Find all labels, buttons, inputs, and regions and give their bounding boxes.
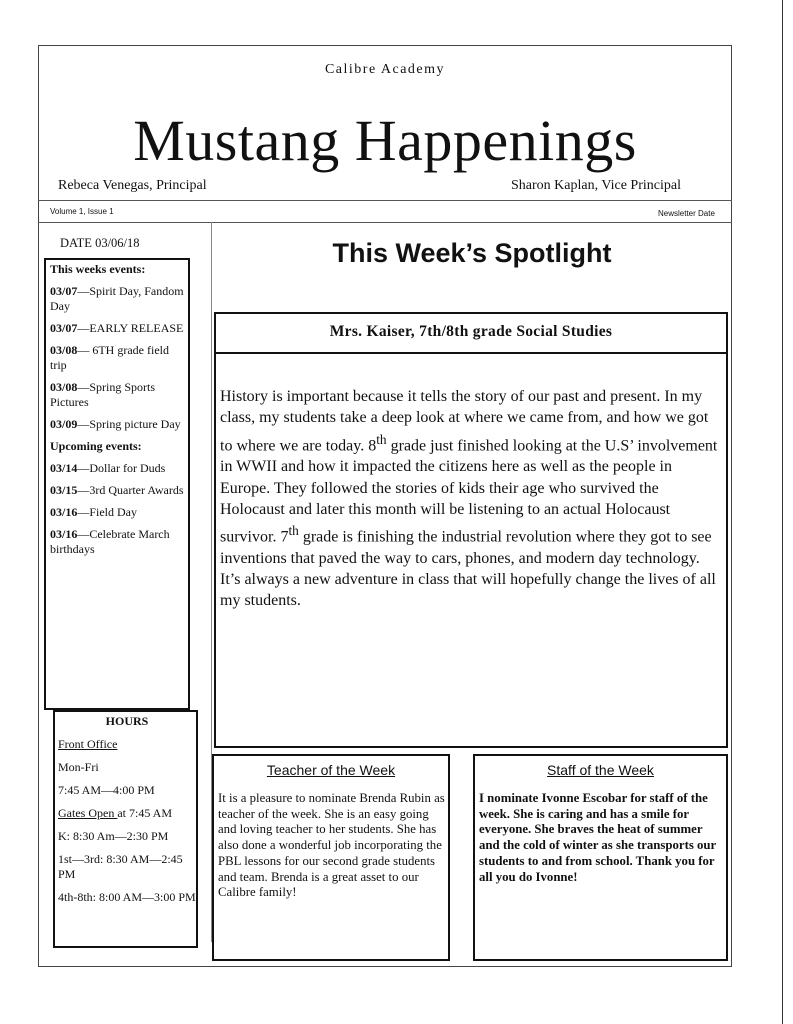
upcoming-item [50,505,188,520]
upcoming-item [50,483,188,498]
event-text: —Spirit Day, Fandom Day [50,284,184,313]
gates-open-label: Gates Open [58,806,118,820]
upcoming-text: —Celebrate March birthdays [50,527,170,556]
volume-issue: Volume 1, Issue 1 [50,207,114,216]
superscript-th: th [288,523,299,539]
newsletter-date: Newsletter Date [658,209,715,218]
spotlight-body [220,386,720,612]
spotlight-heading-rule [214,352,728,354]
scan-edge-line [782,0,783,1024]
kinder-hours: K: 8:30 Am—2:30 PM [58,829,169,843]
teacher-of-week-title: Teacher of the Week [266,762,396,778]
event-item [50,380,188,410]
event-date: 03/09 [50,417,78,431]
vice-principal-name: Sharon Kaplan, Vice Principal [511,178,681,193]
issue-date: DATE 03/06/18 [60,236,140,250]
upcoming-date: 03/16 [50,505,78,519]
superscript-th: th [376,431,387,447]
principal-name: Rebeca Venegas, Principal [58,178,207,193]
first-third-hours: 1st—3rd: 8:30 AM—2:45 PM [58,852,183,881]
upcoming-text: —3rd Quarter Awards [77,483,184,497]
event-date: 03/08 [50,343,78,357]
gates-open [58,806,196,821]
event-text: —Spring picture Day [77,417,181,431]
hours-title: HOURS [105,714,149,728]
upcoming-item [50,461,188,476]
front-office-label: Front Office [58,737,118,751]
event-text: —Spring Sports Pictures [50,380,156,409]
header-divider-top [38,200,732,201]
upcoming-text: —Field Day [77,505,138,519]
teacher-of-week-body: It is a pleasure to nominate Brenda Rubin as teacher of the week. She is an easy going and loving teacher to her students. She has also done a wonderful job incorporating the PBL lessons for our second grade students and team. Brenda is a great asset to our Calibre family! [218,791,445,900]
upcoming-date: 03/14 [50,461,78,475]
upcoming-text: —Dollar for Duds [77,461,166,475]
event-date: 03/08 [50,380,78,394]
spotlight-title: This Week’s Spotlight [332,238,612,268]
event-item [50,343,188,373]
gates-open-time: at 7:45 AM [117,806,172,820]
event-date: 03/07 [50,321,78,335]
event-text: —EARLY RELEASE [77,321,184,335]
upcoming-date: 03/15 [50,483,78,497]
event-text: — 6TH grade field trip [50,343,169,372]
spotlight-text-3: grade is finishing the industrial revolution where they got to see inventions that paved the way to cars, phones, and modern day technology. It’s always a new adventure in class that will hopefully change the lives of all my students. [220,528,716,610]
event-item [50,321,188,336]
office-days: Mon-Fri [58,760,99,774]
events-heading: This weeks events: [50,262,146,276]
spotlight-text-2: grade just finished looking at the U.S’ involvement in WWII and how it impacted the citizens here as well as the people in Europe. They followed the stories of kids their age who survived the Holocaust and later this month will be listening to an actual Holocaust survivor. 7 [220,436,718,546]
staff-of-week-body: I nominate Ivonne Escobar for staff of the week. She is caring and has a smile for everyone. She braves the heat of summer and the cold of winter as she transports our students to and from school. Thank you for all you do Ivonne! [479,791,716,884]
events-list [50,262,188,564]
header-divider-bottom [38,222,732,223]
spotlight-heading: Mrs. Kaiser, 7th/8th grade Social Studies [329,323,613,340]
event-item [50,284,188,314]
event-date: 03/07 [50,284,78,298]
spotlight-text-1: History is important because it tells the story of our past and present. In my class, my students take a deep look at where we came from, and how we got to where we are today. 8 [220,388,709,454]
event-item [50,417,188,432]
upcoming-date: 03/16 [50,527,78,541]
school-name: Calibre Academy [324,62,446,77]
staff-of-week-title: Staff of the Week [547,762,654,778]
newsletter-title: Mustang Happenings [133,108,637,173]
hours-content [58,714,196,913]
upcoming-item [50,527,188,557]
office-hours: 7:45 AM—4:00 PM [58,783,155,797]
fourth-eighth-hours: 4th-8th: 8:00 AM—3:00 PM [58,890,196,904]
upcoming-heading: Upcoming events: [50,439,142,453]
